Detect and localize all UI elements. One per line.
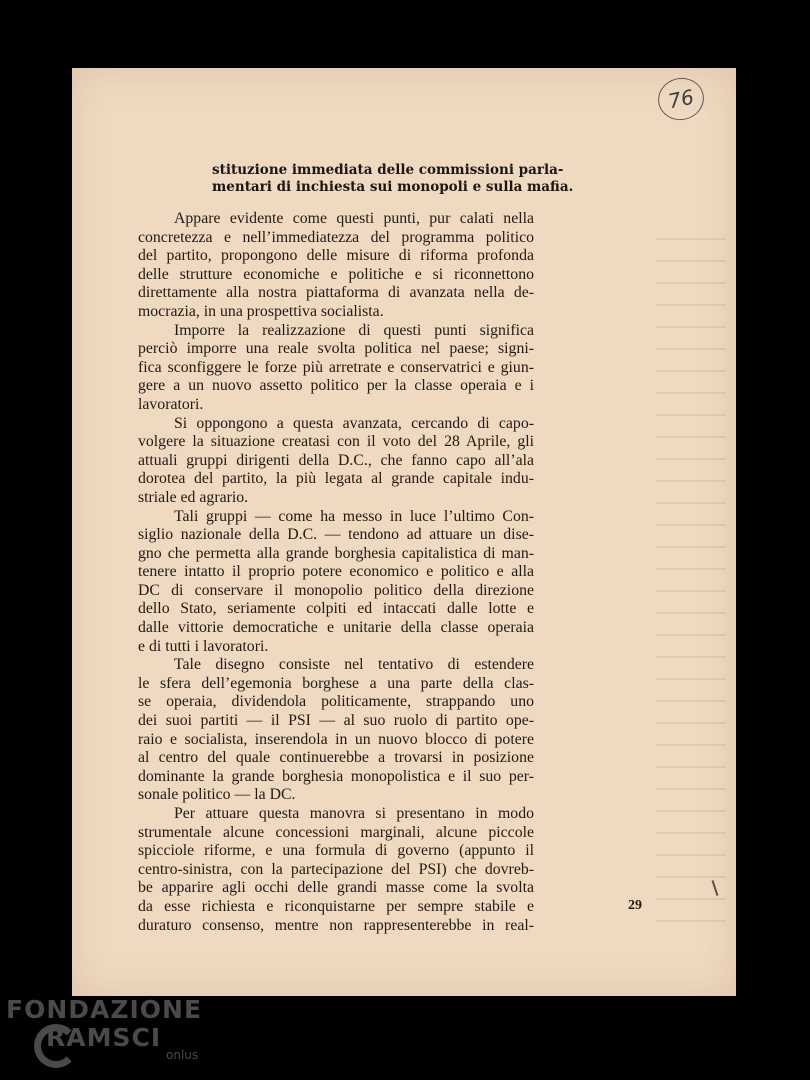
reverse-side-bleed-through (656, 238, 726, 938)
text-line: dei suoi partiti — il PSI — al suo ruolo di partito ope- (138, 712, 534, 730)
logo-suffix: onlus (166, 1048, 199, 1062)
text-line: se operaia, dividendola politicamente, strappando uno (138, 693, 534, 711)
text-line: strumentale alcune concessioni marginali, alcune piccole (138, 823, 534, 841)
page-number: 29 (628, 898, 642, 913)
text-line: al centro del quale continuerebbe a trovarsi in posizione (138, 749, 534, 767)
logo-line-2: RAMSCI (46, 1023, 162, 1052)
text-line: dorotea del partito, la più legata al grande capitale indu- (138, 470, 534, 488)
heading-line: mentari di inchiesta sui monopoli e sulla mafia. (212, 179, 574, 195)
text-line: be apparire agli occhi delle grandi masse come la svolta (138, 879, 534, 897)
text-line: le sfera dell’egemonia borghese a una parte della clas- (138, 674, 534, 692)
text-line: direttamente alla nostra piattaforma di avanzata nella de- (138, 284, 534, 302)
text-line: dalle vittorie democratiche e unitarie della classe operaia (138, 619, 534, 637)
text-line: lavoratori. (138, 395, 204, 413)
heading-line: stituzione immediata delle commissioni parla- (212, 162, 564, 178)
text-line: attuali gruppi dirigenti della D.C., che fanno capo all’ala (138, 451, 534, 469)
text-line: da esse richiesta e riconquistarne per sempre stabile e (138, 897, 534, 915)
document-page (72, 68, 736, 996)
text-line: siglio nazionale della D.C. — tendono ad attuare un dise- (138, 526, 534, 544)
text-line: spicciole riforme, e una formula di governo (appunto il (138, 842, 534, 860)
text-line: gno che permetta alla grande borghesia capitalistica di man- (138, 544, 534, 562)
text-line: striale ed agrario. (138, 488, 249, 506)
logo-g-icon (34, 1024, 78, 1068)
text-line: centro-sinistra, con la partecipazione del PSI) che dovreb- (138, 860, 534, 878)
text-line: dello Stato, seriamente colpiti ed intaccati dalle lotte e (138, 600, 534, 618)
text-line: Imporre la realizzazione di questi punti significa (174, 321, 534, 339)
text-line: gere a un nuovo assetto politico per la classe operaia e i (138, 377, 534, 395)
text-line: Tali gruppi — come ha messo in luce l’ultimo Con- (174, 507, 534, 525)
text-line: Appare evidente come questi punti, pur calati nella (174, 210, 534, 227)
text-line: dominante la grande borghesia monopolistica e il suo per- (138, 767, 534, 785)
text-line: perciò imporre una reale svolta politica nel paese; signi- (138, 340, 534, 358)
archive-number-stamp: 76 (654, 74, 708, 125)
text-line: Si oppongono a questa avanzata, cercando di capo- (174, 414, 534, 432)
text-line: mocrazia, in una prospettiva socialista. (138, 302, 384, 320)
text-line: volgere la situazione creatasi con il voto del 28 Aprile, gli (138, 433, 534, 451)
text-line: del partito, propongono delle misure di riforma profonda (138, 247, 534, 265)
text-line: raio e socialista, inserendola in un nuovo blocco di potere (138, 730, 534, 748)
text-line: tenere intatto il proprio potere economico e politico e alla (138, 563, 534, 581)
text-line: Tale disegno consiste nel tentativo di estendere (174, 656, 534, 674)
text-line: duraturo consenso, mentre non rappresenterebbe in real- (138, 916, 534, 934)
text-line: delle strutture economiche e politiche e si riconnettono (138, 265, 534, 283)
text-line: Per attuare questa manovra si presentano in modo (174, 805, 534, 822)
text-line: e di tutti i lavoratori. (138, 637, 269, 655)
logo-line-1: FONDAZIONE (6, 995, 203, 1024)
text-line: DC di conservare il monopolio politico della direzione (138, 581, 534, 599)
section-heading (212, 162, 574, 196)
body-text (138, 210, 534, 935)
text-line: fica sconfiggere le forze più arretrate e conservatrici e giun- (138, 358, 534, 376)
text-line: sonale politico — la DC. (138, 786, 296, 804)
text-line: concretezza e nell’immediatezza del programma politico (138, 228, 534, 246)
fondazione-gramsci-logo (6, 995, 203, 1062)
